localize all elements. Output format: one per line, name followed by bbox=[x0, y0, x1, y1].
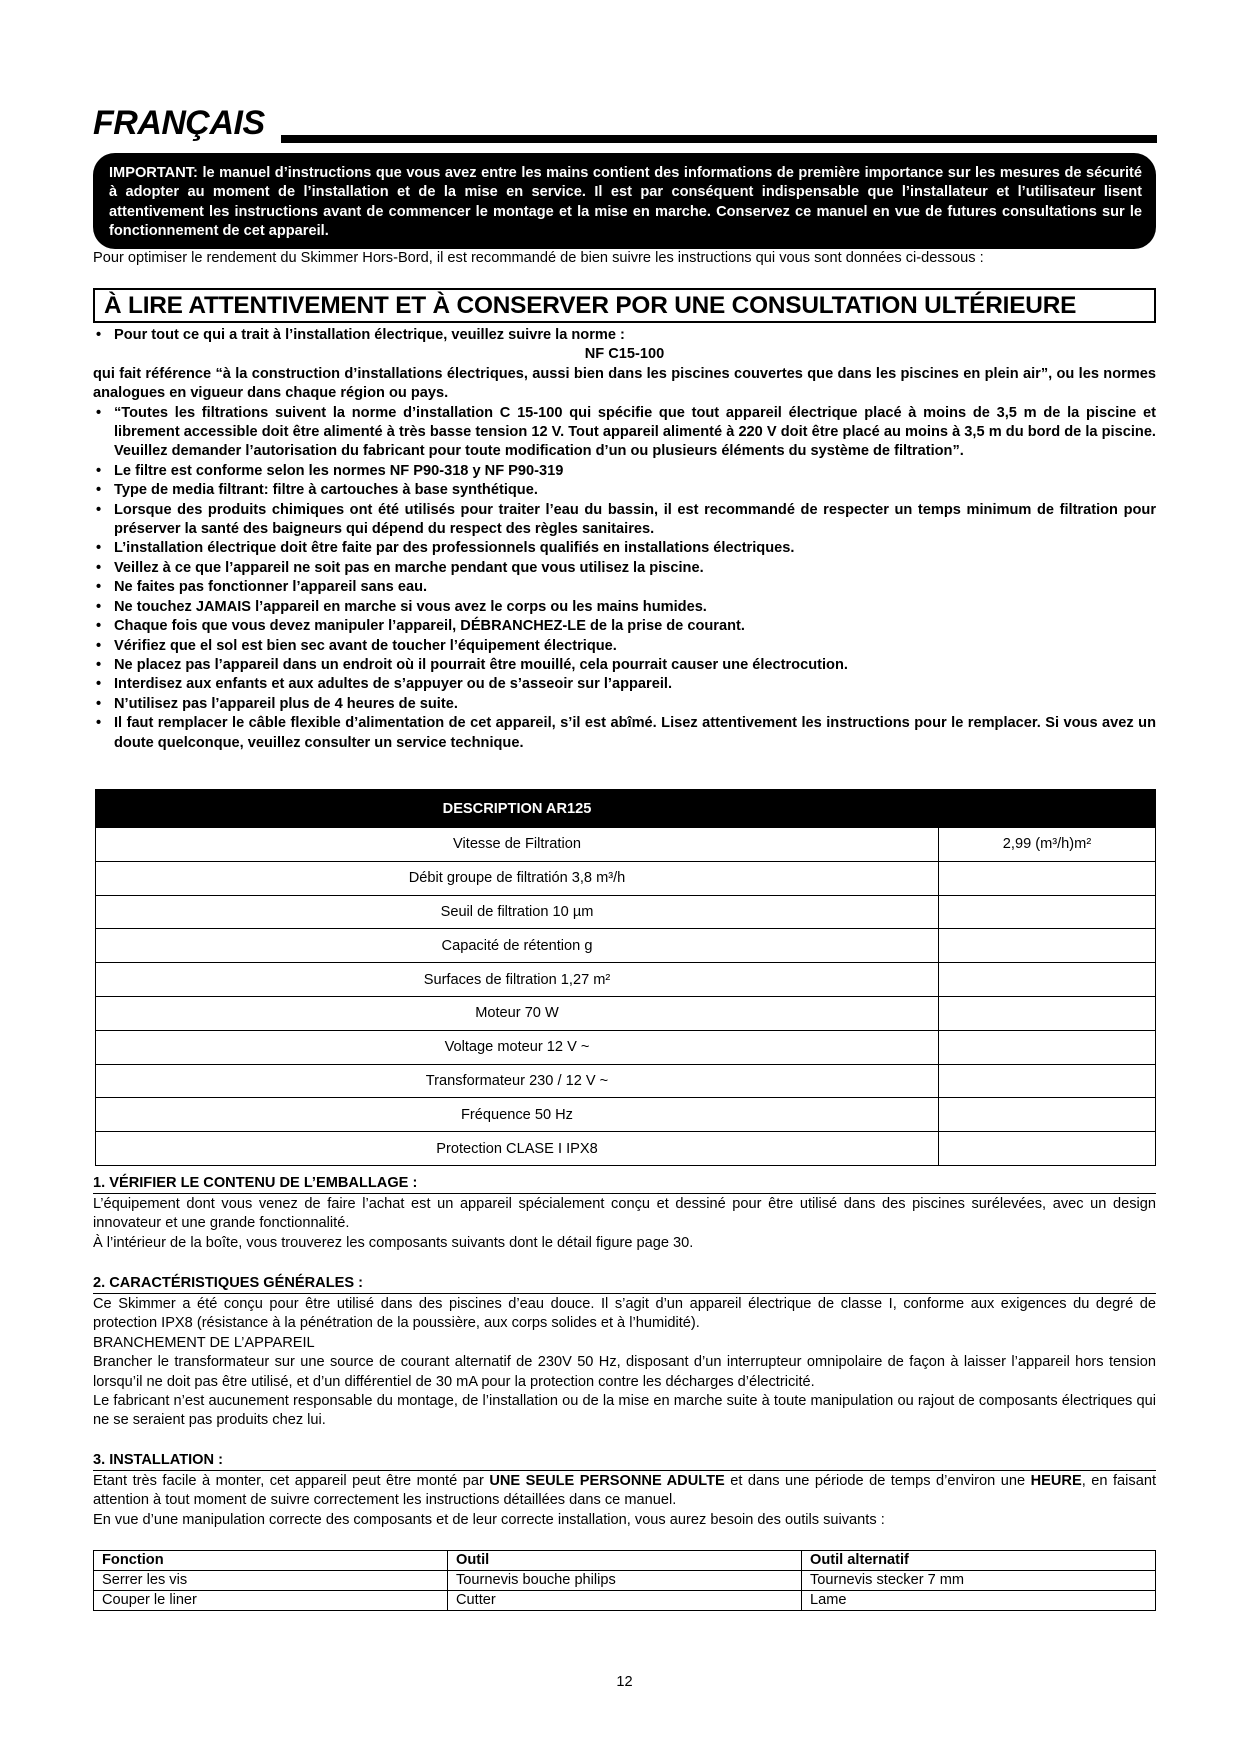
language-title: FRANÇAIS bbox=[93, 104, 265, 142]
list-item: • Lorsque des produits chimiques ont été utilisés pour traiter l’eau du bassin, il est recommandé de respecter un temps minimum de filtration pour préserver la santé des baigneurs qui dépend du respect des règles sanitaires. bbox=[96, 501, 1156, 538]
tools-table bbox=[93, 1550, 1156, 1611]
paragraph: À l’intérieur de la boîte, vous trouverez les composants suivants dont le détail figure page 30. bbox=[93, 1234, 694, 1251]
bullet-icon: • bbox=[96, 501, 102, 518]
spec-label: Seuil de filtration 10 µm bbox=[96, 895, 939, 929]
bullet-icon: • bbox=[96, 618, 102, 635]
spec-value bbox=[939, 1064, 1156, 1098]
spec-label: Surfaces de filtration 1,27 m² bbox=[96, 963, 939, 997]
bullet-icon: • bbox=[96, 559, 102, 576]
norm-text: qui fait référence “à la construction d’installations électriques, aussi bien dans les piscines couvertes que dans les piscines en plein air”, ou les normes analogues en vigueur dans chaque région ou pays. bbox=[93, 365, 1156, 402]
spec-value bbox=[939, 861, 1156, 895]
bullet-icon: • bbox=[96, 676, 102, 693]
norm-reference: NF C15-100 bbox=[584, 346, 665, 363]
description-header: DESCRIPTION AR125 bbox=[96, 790, 939, 828]
spec-value bbox=[939, 1132, 1156, 1166]
bullet-icon: • bbox=[96, 404, 102, 421]
spec-label: Fréquence 50 Hz bbox=[96, 1098, 939, 1132]
table-header-row bbox=[96, 790, 1156, 828]
bullet-icon: • bbox=[96, 715, 102, 732]
list-item: • Pour tout ce qui a trait à l’installation électrique, veuillez suivre la norme : bbox=[93, 326, 1156, 345]
spec-label: Transformateur 230 / 12 V ~ bbox=[96, 1064, 939, 1098]
important-notice: IMPORTANT: le manuel d’instructions que vous avez entre les mains contient des informations de première importance sur les mesures de sécurité à adopter au moment de l’installation et de la mise en service. Il est par conséquent indispensable que l’installateur et l’utilisateur lisent attentivement les instructions avant de commencer le montage et la mise en marche. Conservez ce manuel en vue de futures consultations sur le fonctionnement de cet appareil. bbox=[93, 153, 1156, 249]
list-item: • Ne faites pas fonctionner l’appareil sans eau. bbox=[93, 578, 1156, 597]
paragraph: Brancher le transformateur sur une source de courant alternatif de 230V 50 Hz, disposant d’un interrupteur omnipolaire de façon à laisser l’appareil hors tension lorsqu’il ne doit pas être utilisé, et d’un différentiel de 30 mA pour la protection contre les décharges d’électricité. bbox=[93, 1354, 1156, 1390]
column-header: Outil alternatif bbox=[802, 1551, 1156, 1571]
list-item: • Vérifiez que el sol est bien sec avant de toucher l’équipement électrique. bbox=[93, 637, 1156, 656]
paragraph: Etant très facile à monter, cet appareil peut être monté par UNE SEULE PERSONNE ADULTE et dans une période de temps d’environ une HEURE, en faisant attention à tout moment de suivre correctement les instructions détaillées dans ce manuel. bbox=[93, 1473, 1156, 1509]
table-cell: Tournevis bouche philips bbox=[448, 1571, 802, 1591]
section-1-title: 1. VÉRIFIER LE CONTENU DE L’EMBALLAGE : bbox=[93, 1174, 1156, 1194]
list-item: • Il faut remplacer le câble flexible d’alimentation de cet appareil, s’il est abîmé. Lisez attentivement les instructions pour le remplacer. Si vous avez un doute quelconque, veuillez consulter un service technique. bbox=[96, 715, 1156, 751]
spec-value bbox=[939, 1098, 1156, 1132]
bullet-icon: • bbox=[96, 598, 102, 615]
bullet-icon: • bbox=[96, 462, 102, 479]
table-header-row bbox=[94, 1551, 1156, 1571]
spec-label: Moteur 70 W bbox=[96, 996, 939, 1030]
list-item: • Ne placez pas l’appareil dans un endroit où il pourrait être mouillé, cela pourrait causer une électrocution. bbox=[93, 656, 1156, 675]
section-title-box: À LIRE ATTENTIVEMENT ET À CONSERVER POR UNE CONSULTATION ULTÉRIEURE bbox=[93, 288, 1156, 323]
table-row bbox=[96, 1030, 1156, 1064]
table-row bbox=[96, 1132, 1156, 1166]
page-number: 12 bbox=[616, 1674, 633, 1690]
paragraph: En vue d’une manipulation correcte des composants et de leur correcte installation, vous aurez besoin des outils suivants : bbox=[93, 1511, 885, 1528]
table-row bbox=[96, 929, 1156, 963]
spec-value: 2,99 (m³/h)m² bbox=[939, 828, 1156, 862]
bullet-icon: • bbox=[96, 482, 102, 499]
title-rule bbox=[281, 135, 1157, 143]
description-header-value bbox=[939, 790, 1156, 828]
table-row bbox=[96, 996, 1156, 1030]
table-row bbox=[96, 963, 1156, 997]
spec-value bbox=[939, 1030, 1156, 1064]
safety-rules bbox=[93, 326, 1156, 753]
table-cell: Serrer les vis bbox=[94, 1571, 448, 1591]
spec-value bbox=[939, 895, 1156, 929]
table-row bbox=[96, 1098, 1156, 1132]
spec-label: Débit groupe de filtratión 3,8 m³/h bbox=[96, 861, 939, 895]
list-item: • Le filtre est conforme selon les normes NF P90-318 y NF P90-319 bbox=[93, 462, 1156, 481]
paragraph: Ce Skimmer a été conçu pour être utilisé dans des piscines d’eau douce. Il s’agit d’un appareil électrique de classe I, conforme aux exigences du degré de protection IPX8 (résistance à la pénétration de la poussière, aux corps solides et à l’humidité). bbox=[93, 1296, 1156, 1332]
bullet-icon: • bbox=[96, 637, 102, 654]
column-header: Fonction bbox=[94, 1551, 448, 1571]
table-cell: Tournevis stecker 7 mm bbox=[802, 1571, 1156, 1591]
list-item: • N’utilisez pas l’appareil plus de 4 heures de suite. bbox=[93, 695, 1156, 714]
column-header: Outil bbox=[448, 1551, 802, 1571]
table-row bbox=[96, 828, 1156, 862]
table-cell: Lame bbox=[802, 1591, 1156, 1611]
paragraph: L’équipement dont vous venez de faire l’achat est un appareil spécialement conçu et dessiné pour être utilisé dans des piscines surélevées, avec un design innovateur et une grande fonctionnalité. bbox=[93, 1196, 1156, 1232]
section-2-title: 2. CARACTÉRISTIQUES GÉNÉRALES : bbox=[93, 1274, 1156, 1294]
section-1-body bbox=[93, 1195, 1156, 1253]
section-3-body bbox=[93, 1472, 1156, 1530]
table-row bbox=[96, 861, 1156, 895]
list-item: • Veillez à ce que l’appareil ne soit pas en marche pendant que vous utilisez la piscine. bbox=[93, 559, 1156, 578]
list-item: • L’installation électrique doit être faite par des professionnels qualifiés en installations électriques. bbox=[93, 539, 1156, 558]
section-3-title: 3. INSTALLATION : bbox=[93, 1451, 1156, 1471]
list-item: • Interdisez aux enfants et aux adultes de s’appuyer ou de s’asseoir sur l’appareil. bbox=[93, 675, 1156, 694]
intro-text: Pour optimiser le rendement du Skimmer Hors-Bord, il est recommandé de bien suivre les instructions qui vous sont données ci-dessous : bbox=[93, 250, 984, 266]
spec-label: Protection CLASE I IPX8 bbox=[96, 1132, 939, 1166]
spec-value bbox=[939, 929, 1156, 963]
table-cell: Cutter bbox=[448, 1591, 802, 1611]
bullet-icon: • bbox=[96, 540, 102, 557]
list-item: • Type de media filtrant: filtre à cartouches à base synthétique. bbox=[93, 481, 1156, 500]
bullet-icon: • bbox=[96, 579, 102, 596]
list-item: • Chaque fois que vous devez manipuler l’appareil, DÉBRANCHEZ-LE de la prise de courant. bbox=[93, 617, 1156, 636]
bullet-icon: • bbox=[96, 327, 102, 343]
spec-value bbox=[939, 996, 1156, 1030]
table-row bbox=[96, 1064, 1156, 1098]
spec-label: Voltage moteur 12 V ~ bbox=[96, 1030, 939, 1064]
list-item: • Ne touchez JAMAIS l’appareil en marche si vous avez le corps ou les mains humides. bbox=[93, 598, 1156, 617]
paragraph: Le fabricant n’est aucunement responsable du montage, de l’installation ou de la mise en marche suite à toute manipulation ou rajout de composants électriques qui ne se seraient pas produits chez lui. bbox=[93, 1393, 1156, 1429]
spec-label: Capacité de rétention g bbox=[96, 929, 939, 963]
paragraph: BRANCHEMENT DE L’APPAREIL bbox=[93, 1334, 315, 1351]
list-item: • “Toutes les filtrations suivent la norme d’installation C 15-100 qui spécifie que tout appareil électrique placé à moins de 3,5 m de la piscine et librement accessible doit être alimenté à très basse tension 12 V. Tout appareil alimenté à 220 V doit être placé au moins à 3,5 m du bord de la piscine. Veuillez demander l’autorisation du fabricant pour toute modification d’un ou plusieurs éléments du système de filtration”. bbox=[96, 404, 1156, 460]
table-row bbox=[94, 1571, 1156, 1591]
table-row bbox=[94, 1591, 1156, 1611]
spec-value bbox=[939, 963, 1156, 997]
table-cell: Couper le liner bbox=[94, 1591, 448, 1611]
spec-label: Vitesse de Filtration bbox=[96, 828, 939, 862]
section-2-body bbox=[93, 1295, 1156, 1431]
bullet-icon: • bbox=[96, 656, 102, 673]
bullet-icon: • bbox=[96, 695, 102, 712]
table-row bbox=[96, 895, 1156, 929]
description-table bbox=[95, 789, 1156, 1166]
